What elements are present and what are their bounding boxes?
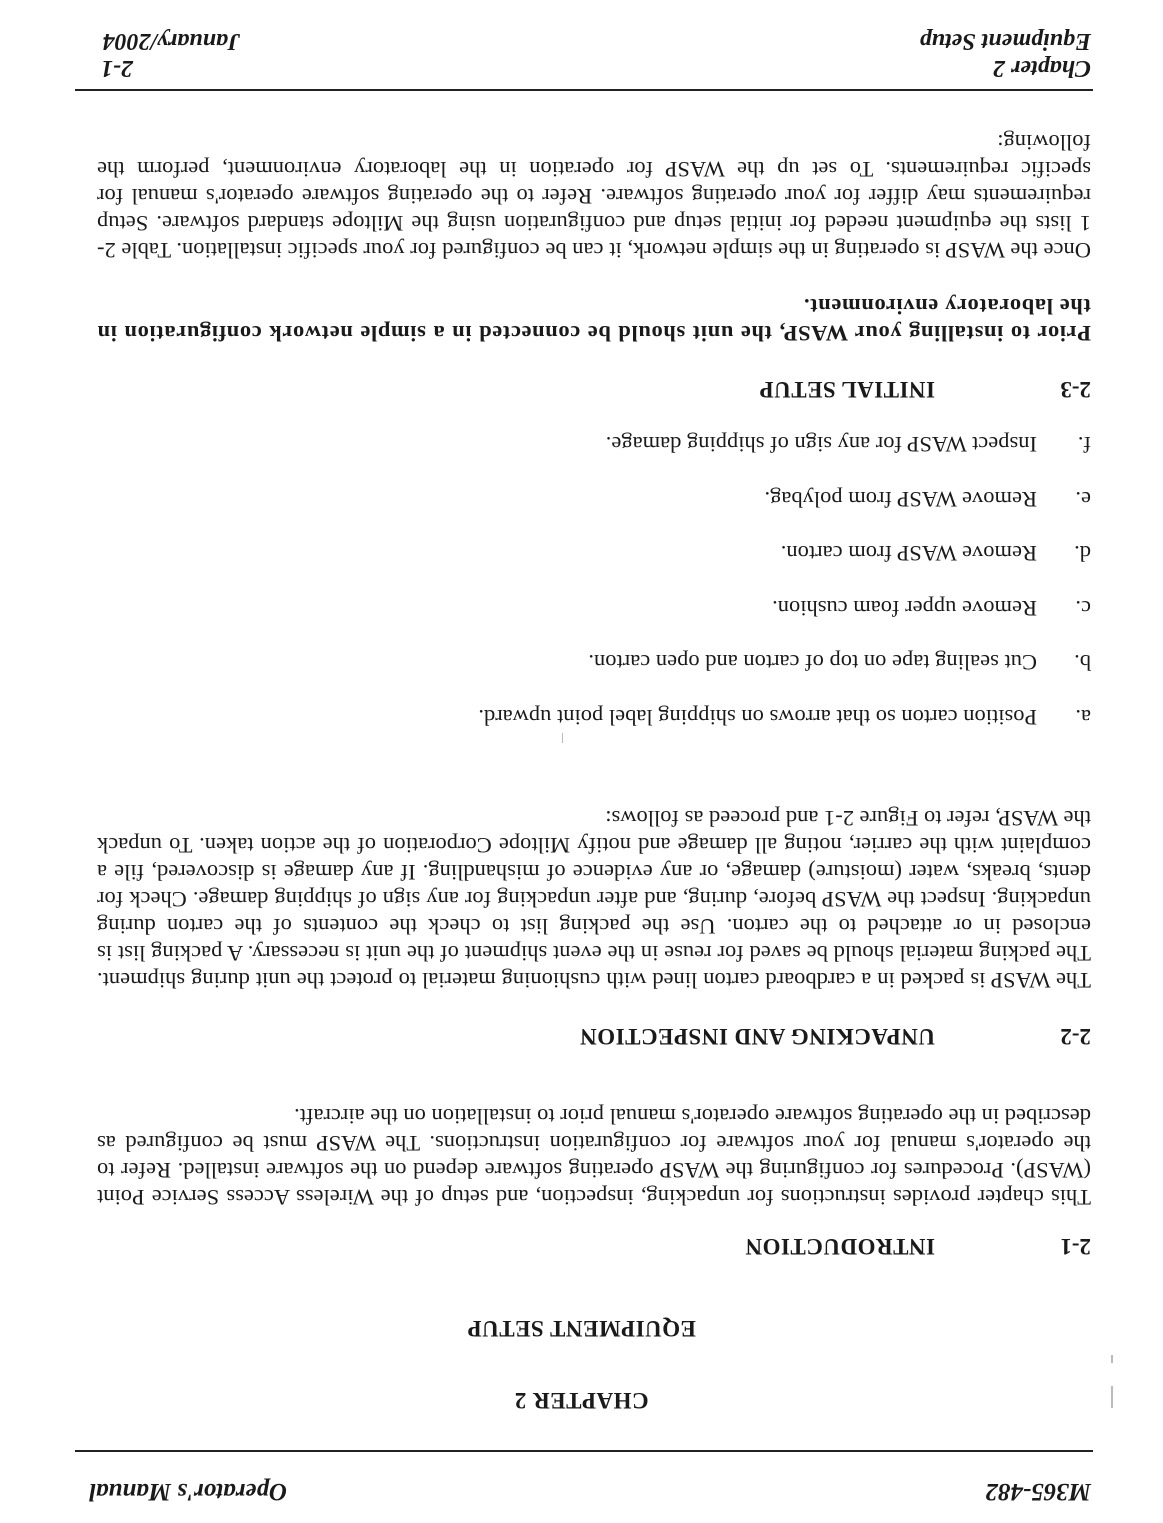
section-title-unpacking: UNPACKING AND INSPECTION [579, 1024, 935, 1049]
scan-mark [562, 733, 563, 743]
header-doc-number: M365-482 [985, 1478, 1091, 1505]
setup-bold-note: Prior to installing your WASP, the unit should be connected in a simple network configuration in the laboratory environment. [97, 294, 1091, 346]
step-text: Remove upper foam cushion. [772, 596, 1037, 621]
step-label: d. [1074, 541, 1091, 566]
scan-mark [1111, 1386, 1113, 1408]
setup-paragraph: Once the WASP is operating in the simple network, it can be configured for your specific installation. Table 2-1 lists the equipment needed for initial setup and configuration using the Miltope standard software. Setup requirements may differ for your operating software. Refer to the operating software operator's manual for specific requirements. To set up the WASP for operation in the laboratory environment, perform the following: [97, 130, 1091, 263]
step-label: a. [1075, 705, 1091, 730]
intro-paragraph: This chapter provides instructions for unpacking, inspection, and setup of the Wireless Access Service Point (WASP). Procedures for configuring the WASP operating software depend on the software installed. Refer to the operator's manual for your software for configuration instructions. The WASP must be configured as described in the operating software operator's manual prior to installation on the aircraft. [97, 1104, 1091, 1210]
header-manual-title: Operator's Manual [89, 1478, 287, 1505]
header-rule [75, 1450, 1093, 1452]
section-number-unpacking: 2-2 [1060, 1024, 1091, 1049]
chapter-label: CHAPTER 2 [514, 1388, 649, 1413]
scan-mark [1111, 1355, 1113, 1363]
footer-rule [75, 89, 1093, 91]
step-label: b. [1074, 650, 1091, 675]
section-title-intro: INTRODUCTION [744, 1234, 935, 1259]
step-label: f. [1077, 432, 1091, 457]
section-number-intro: 2-1 [1060, 1234, 1091, 1259]
section-title-setup: INITIAL SETUP [759, 377, 935, 402]
step-text: Remove WASP from carton. [780, 541, 1037, 566]
unpacking-paragraph: The WASP is packed in a cardboard carton lined with cushioning material to protect the unit during shipment. The packing material should be saved for reuse in the event shipment of the unit is necessary. A packing list is enclosed in or attached to the carton. Use the packing list to check the contents of the carton during unpacking. Inspect the WASP before, during, and after unpacking for any sign of shipping damage. Check for dents, breaks, water (moisture) damage, or any evidence of mishandling. If any damage is discovered, file a complaint with the carrier, noting all damage and notify Miltope Corporation of the action taken. To unpack the WASP, refer to Figure 2-1 and proceed as follows: [97, 806, 1091, 993]
step-text: Remove WASP from polybag. [764, 487, 1037, 512]
footer-chapter-title: Equipment Setup [919, 28, 1091, 54]
section-number-setup: 2-3 [1060, 377, 1091, 402]
step-label: c. [1075, 596, 1091, 621]
footer-chapter-label: Chapter 2 [992, 55, 1091, 81]
chapter-title: EQUIPMENT SETUP [467, 1316, 696, 1341]
step-text: Cut sealing tape on top of carton and open carton. [588, 650, 1037, 675]
footer-date: January/2004 [102, 28, 240, 54]
footer-page-number: 2-1 [101, 55, 133, 81]
step-text: Inspect WASP for any sign of shipping damage. [605, 432, 1037, 457]
step-label: e. [1075, 487, 1091, 512]
step-text: Position carton so that arrows on shipping label point upward. [478, 705, 1037, 730]
